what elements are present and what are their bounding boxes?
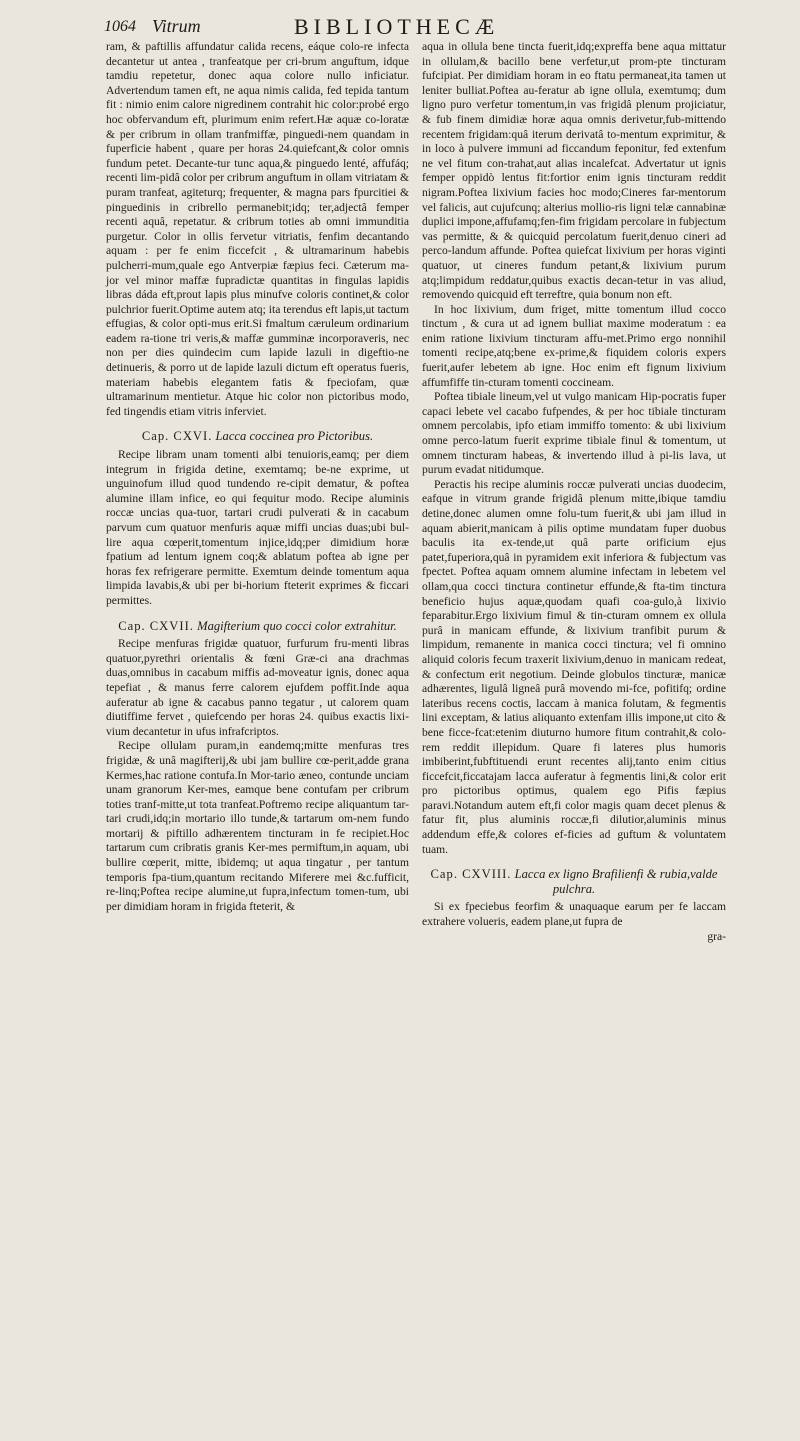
right-paragraph-4: Peractis his recipe aluminis roccæ pulverati uncias duodecim, eafque in vitrum grande frigidâ plenum mitte,ibique tamdiu detine,donec alumen omne folu-tum fuerit,& ubi jam illud in aquam abierit,manicam à pilis optime mundatam fuper duobus baculis ita ex-tende,ut quâ parte orificium ejus patet,fuperiora,quâ in pyramidem exit inferiora & fubjectum vas fpectet. Poftea aquam omnem alumine infectam in lebetem vel ollam,qua cocci tinctura continetur effunde,& fta-tim tinctura beneficio hujus aquæ,quodam quafi coa-gulo,à lixivio feparabitur.Ergo lixivium fimul & tin-cturam omnem ex ollula purâ in manicam effunde, & lixivium tranfibit purum & limpidum, remanente in manica cocci tinctura; vel fi omnino aliquid coloris fecum traxerit lixivium,denuo in manicam redeat, & confectum erit negotium. Deinde globulos tincturæ, manicæ adhærentes, ligulâ ligneâ purâ movendo mi-fce, pofitifq; ordine lateribus recens coctis, laccam à manica folutam, & fegmentis lini exceptam, & latius aliquanto extenfam illis impone,ut cito & bene ficce-fcat:etenim diuturno humore fitum contrahit,& colo-rem reddit illepidum. Quare fi lateres plus humoris imbiberint,fubftituendi erunt recentes alij,tanto enim citius ficcefcit,ficcatajam lacca auferatur à fegmentis lini,& color erit pro pictoribus optimus, qualem ego Pifis fæpius paravi.Notandum autem eft,fi color magis quam decet plenus & fatur fit, plus aluminis roccæ,fi dilutior,aluminis minus addendum effe,& colores ef-ficies ad guftum & voluntatem tuam.: [422, 477, 726, 856]
right-paragraph-3: Poftea tibiale lineum,vel ut vulgo manicam Hip-pocratis fuper capaci lebete vel cacabo fufpendes, & per hoc tibiale tincturam omnem percolabis, ipfo etiam immiffo tomento: & ubi lixivium omne perco-latum fuerit exprime tibiale finul & tomentum, ut omnem tincturam habeas, & invertendo illud à pi-lis lava, ut purum evadat nitidumque.: [422, 390, 726, 477]
chapter-title-117: Magifterium quo cocci color extrahitur.: [197, 618, 397, 633]
chapter-heading-117: [106, 619, 409, 634]
right-paragraph-5: Si ex fpeciebus feorfim & unaquaque earum per fe laccam extrahere volueris, eadem plane,ut fupra de: [422, 900, 726, 929]
chapter-heading-118: [422, 867, 726, 896]
chapter-title-116: Lacca coccinea pro Pictoribus.: [215, 429, 374, 444]
chapter-heading-116: [106, 429, 409, 444]
left-paragraph-1: ram, & paftillis affundatur calida recens, eáque colo-re infecta decantetur ut antea , tranfeatque per cri-brum anguftum, idque tamdiu repetetur, donec aqua colore nullo inficiatur. Advertendum tamen eft, ne aqua nimis calida, fed tepida tantum fit : nimio enim calore nigredinem contrahit hic color:probé ergo hoc obfervandum eft, plurimum enim refert.Hæ aquæ co-loratæ & per cribrum in ollam tranfmiffæ, pinguedi-nem quandam in fuperficie habent , quare per horas 24.quiefcant,& color omnis fundum petet. Decante-tur tunc aqua,& pinguedo lenté, affufáq; recenti lim-pidâ color per cribrum anguftum in ollam vitriatam & puram tranfeat, agiteturq; frequenter, & magna pars fpurcitiei & pinguedinis in cribrello permanebit;idq; ter,adjectâ femper recenti aquâ, repetatur. & cribrum toties ab omni immunditia purgetur. Color in ollis fervetur vitriatis, fenfim decantando aquam : per fe enim ficcefcit , & ultramarinum habebis pulcherri-mum,quale ego Antverpiæ fæpius feci. Cæterum ma-jor vel minor maffæ fupradictæ quantitas in fingulas lapidis libras dáda eft,prout lapis plus minufve coloris continet,& color pulchrior fuerit.Optime autem atq; ita terendus eft lapis,ut tactum effugias, & color opti-mus erit.Si fmaltum cæruleum ordinarium eadem ra-tione tri veris,& maffæ gumminæ incorporaveris, nec non per dies quindecim cum lapide lazuli in digeftio-ne detinueris, & porro ut de lapide lazuli dictum eft operatus fueris, materiam habebis elegantem fatis & fpeciofam, quæ ultramarinum mentietur. Atque hic color non pictoribus modo, fed tingendis etiam vitris inferviet.: [106, 40, 409, 418]
right-paragraph-1: aqua in ollula bene tincta fuerit,idq;expreffa bene aqua mittatur in ollulam,& bacillo bene verfetur,ut prom-pte tincturam fufcipiat. Per dimidiam horam in eo ftatu permaneat,ita tamen ut leniter bulliat.Poftea au-feratur ab igne ollula, exemtumq; dum ligno puro verfetur tomentum,in vas frigidâ plenum projiciatur, & fub finem dimidiæ horæ aqua omnis derivetur,fub-mittendo recentem frigidam:quâ iterum derivatâ to-mentum exprimitur, & in loco à pulvere immuni ad ficcandum feponitur, fed extenfum ne vel fitum con-trahat,aut alias incalefcat. Advertatur ut ignis femper oppidò lentus fit:fortior enim ignis tincturam reddit nigram.Poftea lixivium facies hoc modo;Cineres far-mentorum vel falicis, aut cujufcunq; alterius mollio-ris ligni telæ cannabinæ duplici impone,affufamq;fen-fim frigidam percolare in fubjectum vas permitte, & & quicquid percolatum fuerit,denuo cineri ad perco-landum affunde. Poftea quiefcat lixivium per horas viginti quatuor, ut cineres fundum petant,& lixivium purum atq;limpidum reddatur,quibus exactis decan-tetur in vas aliud, removendo quicquid eft terreftre, quia bonum non eft.: [422, 40, 726, 302]
page-header: [104, 14, 764, 42]
page-number: 1064: [104, 18, 136, 35]
left-paragraph-4: Recipe ollulam puram,in eandemq;mitte menfuras tres frigidæ, & unâ magifterij,& ubi jam bullire cœ-perit,adde grana Kermes,hac ratione contufa.In Mor-tario æneo, contunde unciam unam granorum Ker-mes, eamque bene contufam per cribrum toties tranf-mitte,ut tota tranfeat.Poftremo recipe aliquantum tar-tari crudi,idq;in mortario illo tunde,& tartarum om-nem fundo mortarij & piftillo adhærentem tincturam in fe recipiet.Hoc tartarum cum cribratis granis Ker-mes permiftum,in aquam, ubi bullire cœperit, mitte, ibidemq; ut aqua tingatur , per tantum temporis fpa-tium,quantum recitando Miferere mei &c.fufficit, re-linq;Poftea recipe alumine,ut fupra,infectum tomen-tum, ubi per dimidiam horam in frigida fteterit, &: [106, 739, 409, 913]
running-head: Vitrum: [152, 16, 201, 36]
chapter-number-118: Cap. CXVIII.: [430, 867, 512, 882]
right-paragraph-2: In hoc lixivium, dum friget, mitte tomentum illud cocco tinctum , & cura ut ad ignem bulliat maxime moderatum : ea enim ratione lixivium tincturam affu-met.Primo ergo nonnihil tomenti recipe,atq;bene ex-prime,& fiquidem coloris expers fuerit,aufer lebetem ab igne. Hoc enim eft fignum lixivium affumfiffe tin-cturam tomenti coccineam.: [422, 302, 726, 389]
chapter-number-117: Cap. CXVII.: [118, 618, 194, 633]
right-column: [422, 40, 726, 944]
left-column: [106, 40, 409, 914]
chapter-title-118: Lacca ex ligno Brafilienfi & rubia,valde pulchra.: [514, 867, 718, 896]
page-title: BIBLIOTHECÆ: [294, 14, 500, 39]
chapter-number-116: Cap. CXVI.: [141, 429, 213, 444]
left-paragraph-2: Recipe libram unam tomenti albi tenuioris,eamq; per diem integrum in frigida detine, exemtamq; be-ne exprime, ut unguinofum illud quod tundendo re-cipit dematur, & poftea alumine illam infice, eo qui fequitur modo. Recipe aluminis roccæ uncias qua-tuor, tartari crudi pulverati & in cacabum parvum cum quatuor menfuris aquæ miffi uncias duas;ubi bul-lire aqua cœperit,tomentum injice,idq;per dimidium horæ fpatium ad lentum ignem coq;& ablatum poftea ab igne per horas fex refrigerare permitte. Exemtum deinde tomentum aqua limpida lavabis,& ubi per bi-horium fteterit exprimes & ficcari permittes.: [106, 448, 409, 607]
catchword: gra-: [707, 929, 726, 943]
left-paragraph-3: Recipe menfuras frigidæ quatuor, furfurum fru-menti libras quatuor,pyrethri orientalis & fœni Græ-ci ana drachmas duas,omnibus in cacabum miffis ad-moveatur ignis, donec aqua tepefiat , & manus ferre calorem ejufdem poffit.Inde aqua auferatur ab igne & cacabus panno tegatur , ut calorem quam diutiffime fervet , quiefcendo per horas 24. quibus exactis lixi-vium decantetur in ufus infrafcriptos.: [106, 637, 409, 738]
